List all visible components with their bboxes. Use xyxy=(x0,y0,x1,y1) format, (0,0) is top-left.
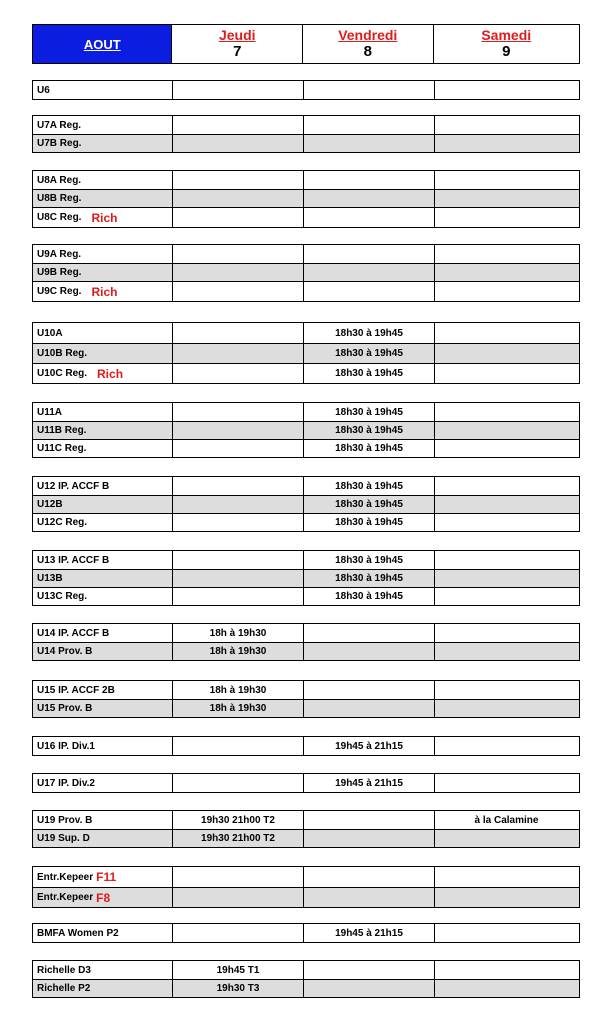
thursday-cell: 18h à 19h30 xyxy=(172,643,303,660)
thursday-cell xyxy=(172,570,303,587)
friday-cell xyxy=(303,135,434,152)
thursday-cell xyxy=(172,422,303,439)
table-row xyxy=(33,642,579,660)
team-cell xyxy=(33,980,172,997)
thursday-cell: 18h à 19h30 xyxy=(172,700,303,717)
friday-cell: 18h30 à 19h45 xyxy=(303,323,434,343)
team-cell xyxy=(33,422,172,439)
saturday-cell xyxy=(434,264,578,281)
team-name: U17 IP. Div.2 xyxy=(37,777,95,789)
thursday-cell xyxy=(172,737,303,755)
thursday-cell xyxy=(172,440,303,457)
table-row xyxy=(33,569,579,587)
day-number: 9 xyxy=(502,43,511,60)
thursday-cell xyxy=(172,477,303,495)
thursday-cell xyxy=(172,551,303,569)
team-cell xyxy=(33,888,172,907)
friday-cell: 18h30 à 19h45 xyxy=(303,364,434,383)
thursday-cell xyxy=(172,924,303,942)
thursday-cell xyxy=(172,888,303,907)
friday-cell: 18h30 à 19h45 xyxy=(303,551,434,569)
friday-cell: 18h30 à 19h45 xyxy=(303,440,434,457)
table-row xyxy=(33,477,579,495)
friday-cell xyxy=(303,116,434,134)
team-name: Entr.Kepeer xyxy=(37,892,94,903)
team-cell xyxy=(33,924,172,942)
saturday-cell xyxy=(434,737,578,755)
day-name: Jeudi xyxy=(218,27,256,43)
team-name: U13B xyxy=(37,573,63,584)
thursday-cell xyxy=(172,867,303,887)
friday-cell xyxy=(303,81,434,99)
team-name: BMFA Women P2 xyxy=(37,927,119,939)
thursday-cell xyxy=(172,264,303,281)
saturday-cell xyxy=(434,282,578,301)
saturday-cell xyxy=(434,364,578,383)
table-row xyxy=(33,961,579,979)
team-name: U19 Sup. D xyxy=(37,833,90,844)
team-name: U7B Reg. xyxy=(37,138,82,149)
friday-cell: 19h45 à 21h15 xyxy=(303,924,434,942)
team-cell xyxy=(33,514,172,531)
table-row xyxy=(33,811,579,829)
friday-cell: 18h30 à 19h45 xyxy=(303,496,434,513)
saturday-cell xyxy=(434,681,578,699)
table-row xyxy=(33,495,579,513)
table-row xyxy=(33,439,579,457)
saturday-cell xyxy=(434,496,578,513)
day-number: 8 xyxy=(363,43,372,60)
team-name: U12 IP. ACCF B xyxy=(37,480,110,492)
month-cell xyxy=(33,25,171,63)
friday-cell xyxy=(303,830,434,847)
table-row xyxy=(33,263,579,281)
saturday-cell xyxy=(434,116,578,134)
table-row xyxy=(33,207,579,227)
table-row xyxy=(33,116,579,134)
team-group xyxy=(32,402,580,458)
friday-cell xyxy=(303,643,434,660)
saturday-cell xyxy=(434,624,578,642)
team-name: U6 xyxy=(37,84,50,96)
thursday-cell xyxy=(172,364,303,383)
team-cell xyxy=(33,496,172,513)
thursday-cell: 19h30 21h00 T2 xyxy=(172,830,303,847)
team-name: U9B Reg. xyxy=(37,267,82,278)
team-cell xyxy=(33,830,172,847)
day-header-sat xyxy=(433,25,579,63)
team-group xyxy=(32,923,580,943)
day-number: 7 xyxy=(233,43,242,60)
saturday-cell xyxy=(434,81,578,99)
table-row xyxy=(33,81,579,99)
saturday-cell xyxy=(434,514,578,531)
team-group xyxy=(32,115,580,153)
table-row xyxy=(33,189,579,207)
friday-cell: 18h30 à 19h45 xyxy=(303,588,434,605)
table-row xyxy=(33,887,579,907)
team-name: U15 IP. ACCF 2B xyxy=(37,684,115,696)
table-row xyxy=(33,699,579,717)
thursday-cell xyxy=(172,190,303,207)
table-row xyxy=(33,624,579,642)
table-row xyxy=(33,421,579,439)
team-name: U8C Reg. xyxy=(37,212,82,223)
team-name: Entr.Kepeer xyxy=(37,871,94,883)
friday-cell xyxy=(303,624,434,642)
thursday-cell xyxy=(172,588,303,605)
friday-cell: 18h30 à 19h45 xyxy=(303,344,434,363)
saturday-cell xyxy=(434,190,578,207)
team-name: U11A xyxy=(37,406,63,418)
team-group xyxy=(32,736,580,756)
friday-cell xyxy=(303,245,434,263)
friday-cell xyxy=(303,700,434,717)
saturday-cell xyxy=(434,961,578,979)
team-cell xyxy=(33,81,172,99)
team-cell xyxy=(33,961,172,979)
team-group xyxy=(32,80,580,100)
team-group xyxy=(32,322,580,384)
thursday-cell xyxy=(172,774,303,792)
friday-cell: 19h45 à 21h15 xyxy=(303,737,434,755)
team-name: U13C Reg. xyxy=(37,591,88,602)
thursday-cell xyxy=(172,135,303,152)
table-row xyxy=(33,737,579,755)
team-cell xyxy=(33,190,172,207)
saturday-cell xyxy=(434,323,578,343)
team-name: U15 Prov. B xyxy=(37,703,93,714)
team-group xyxy=(32,550,580,606)
day-header-thu xyxy=(171,25,302,63)
team-name: U12B xyxy=(37,499,63,510)
thursday-cell: 19h45 T1 xyxy=(172,961,303,979)
thursday-cell xyxy=(172,245,303,263)
table-row xyxy=(33,774,579,792)
saturday-cell xyxy=(434,245,578,263)
team-group xyxy=(32,244,580,302)
team-cell xyxy=(33,624,172,642)
friday-cell: 18h30 à 19h45 xyxy=(303,422,434,439)
team-cell xyxy=(33,282,172,301)
thursday-cell xyxy=(172,116,303,134)
friday-cell xyxy=(303,961,434,979)
saturday-cell xyxy=(434,208,578,227)
team-name: U9A Reg. xyxy=(37,248,82,260)
thursday-cell: 18h à 19h30 xyxy=(172,624,303,642)
table-row xyxy=(33,681,579,699)
table-row xyxy=(33,867,579,887)
team-name: U13 IP. ACCF B xyxy=(37,554,110,566)
table-row xyxy=(33,134,579,152)
team-group xyxy=(32,810,580,848)
team-cell xyxy=(33,811,172,829)
friday-cell xyxy=(303,867,434,887)
thursday-cell xyxy=(172,282,303,301)
team-cell xyxy=(33,440,172,457)
team-group xyxy=(32,866,580,908)
table-row xyxy=(33,979,579,997)
saturday-cell xyxy=(434,570,578,587)
team-name: U8B Reg. xyxy=(37,193,82,204)
team-note: F8 xyxy=(96,890,111,905)
team-cell xyxy=(33,774,172,792)
thursday-cell xyxy=(172,496,303,513)
day-header-fri xyxy=(302,25,433,63)
friday-cell xyxy=(303,282,434,301)
day-name: Samedi xyxy=(481,27,532,43)
team-cell xyxy=(33,570,172,587)
saturday-cell xyxy=(434,924,578,942)
saturday-cell xyxy=(434,888,578,907)
team-cell xyxy=(33,477,172,495)
team-name: U9C Reg. xyxy=(37,286,82,297)
thursday-cell xyxy=(172,514,303,531)
team-note: Rich xyxy=(91,284,118,299)
team-name: U10A xyxy=(37,327,63,339)
friday-cell xyxy=(303,264,434,281)
team-cell xyxy=(33,344,172,363)
saturday-cell xyxy=(434,588,578,605)
thursday-cell xyxy=(172,323,303,343)
team-name: U10C Reg. xyxy=(37,368,88,379)
team-cell xyxy=(33,116,172,134)
thursday-cell xyxy=(172,344,303,363)
saturday-cell xyxy=(434,980,578,997)
saturday-cell xyxy=(434,477,578,495)
thursday-cell xyxy=(172,81,303,99)
table-row xyxy=(33,323,579,343)
team-cell xyxy=(33,551,172,569)
saturday-cell xyxy=(434,440,578,457)
team-cell xyxy=(33,737,172,755)
team-group xyxy=(32,476,580,532)
team-note: F11 xyxy=(96,870,117,884)
team-cell xyxy=(33,208,172,227)
day-name: Vendredi xyxy=(338,27,398,43)
table-row xyxy=(33,343,579,363)
team-name: Richelle P2 xyxy=(37,983,91,994)
friday-cell xyxy=(303,190,434,207)
friday-cell: 18h30 à 19h45 xyxy=(303,403,434,421)
team-name: Richelle D3 xyxy=(37,964,91,976)
team-cell xyxy=(33,135,172,152)
team-name: U10B Reg. xyxy=(37,348,88,359)
friday-cell xyxy=(303,980,434,997)
friday-cell: 19h45 à 21h15 xyxy=(303,774,434,792)
friday-cell xyxy=(303,208,434,227)
thursday-cell: 19h30 T3 xyxy=(172,980,303,997)
thursday-cell: 19h30 21h00 T2 xyxy=(172,811,303,829)
team-cell xyxy=(33,643,172,660)
team-cell xyxy=(33,867,172,887)
saturday-cell xyxy=(434,867,578,887)
schedule-header xyxy=(32,24,580,64)
thursday-cell xyxy=(172,208,303,227)
team-name: U14 IP. ACCF B xyxy=(37,627,110,639)
thursday-cell xyxy=(172,403,303,421)
friday-cell: 18h30 à 19h45 xyxy=(303,570,434,587)
friday-cell: 18h30 à 19h45 xyxy=(303,514,434,531)
saturday-cell xyxy=(434,344,578,363)
team-group xyxy=(32,623,580,661)
friday-cell xyxy=(303,888,434,907)
team-name: U8A Reg. xyxy=(37,174,82,186)
saturday-cell xyxy=(434,422,578,439)
table-row xyxy=(33,281,579,301)
team-name: U19 Prov. B xyxy=(37,814,93,826)
table-row xyxy=(33,587,579,605)
table-row xyxy=(33,829,579,847)
table-row xyxy=(33,924,579,942)
team-cell xyxy=(33,171,172,189)
team-name: U16 IP. Div.1 xyxy=(37,740,95,752)
team-note: Rich xyxy=(97,366,124,381)
team-group xyxy=(32,960,580,998)
saturday-cell xyxy=(434,403,578,421)
team-note: Rich xyxy=(91,210,118,225)
team-group xyxy=(32,680,580,718)
team-cell xyxy=(33,681,172,699)
saturday-cell: à la Calamine xyxy=(434,811,578,829)
saturday-cell xyxy=(434,135,578,152)
team-cell xyxy=(33,245,172,263)
team-cell xyxy=(33,264,172,281)
team-name: U14 Prov. B xyxy=(37,646,93,657)
thursday-cell xyxy=(172,171,303,189)
friday-cell: 18h30 à 19h45 xyxy=(303,477,434,495)
table-row xyxy=(33,513,579,531)
saturday-cell xyxy=(434,700,578,717)
team-group xyxy=(32,170,580,228)
team-cell xyxy=(33,700,172,717)
team-cell xyxy=(33,323,172,343)
team-cell xyxy=(33,403,172,421)
thursday-cell: 18h à 19h30 xyxy=(172,681,303,699)
saturday-cell xyxy=(434,774,578,792)
team-group xyxy=(32,773,580,793)
friday-cell xyxy=(303,811,434,829)
team-cell xyxy=(33,364,172,383)
saturday-cell xyxy=(434,171,578,189)
table-row xyxy=(33,403,579,421)
saturday-cell xyxy=(434,643,578,660)
table-row xyxy=(33,245,579,263)
saturday-cell xyxy=(434,551,578,569)
team-cell xyxy=(33,588,172,605)
table-row xyxy=(33,551,579,569)
team-name: U11B Reg. xyxy=(37,425,87,436)
table-row xyxy=(33,171,579,189)
table-row xyxy=(33,363,579,383)
saturday-cell xyxy=(434,830,578,847)
team-name: U7A Reg. xyxy=(37,119,82,131)
friday-cell xyxy=(303,171,434,189)
team-name: U11C Reg. xyxy=(37,443,87,454)
friday-cell xyxy=(303,681,434,699)
team-name: U12C Reg. xyxy=(37,517,88,528)
month-label: AOUT xyxy=(83,36,121,52)
